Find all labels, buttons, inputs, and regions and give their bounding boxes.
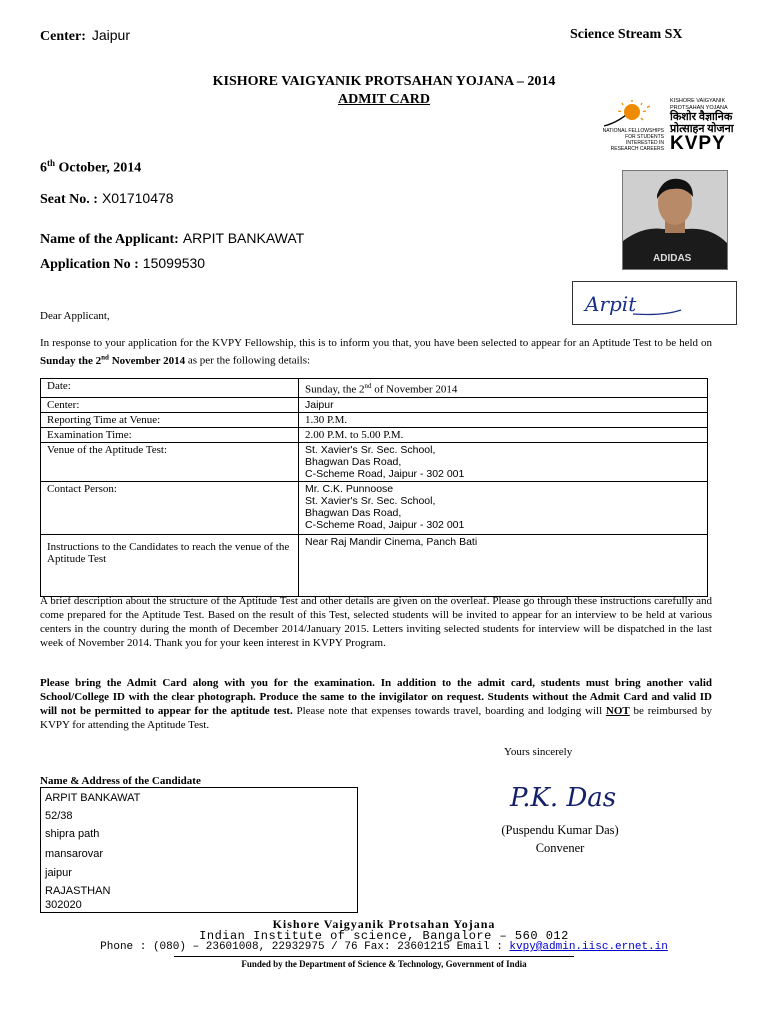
contact-line: Mr. C.K. Punnoose xyxy=(305,482,394,495)
intro-bold-1: Sunday the 2 xyxy=(40,354,102,367)
date-label: Date: xyxy=(41,379,299,398)
logo-tagline: NATIONAL FELLOWSHIPS FOR STUDENTS INTERESTED IN RESEARCH CAREERS xyxy=(602,128,664,152)
table-row xyxy=(41,534,708,596)
seat-value: X01710478 xyxy=(101,190,174,206)
venue-line: Bhagwan Das Road, xyxy=(305,455,402,468)
salutation: Dear Applicant, xyxy=(40,310,110,322)
table-row xyxy=(41,427,708,442)
venue-value xyxy=(299,442,708,481)
kvpy-logo xyxy=(598,96,738,156)
footer-divider xyxy=(174,956,574,957)
date-value-post: of November 2014 xyxy=(371,383,458,396)
logo-acronym: KVPY xyxy=(670,133,726,154)
address-heading: Name & Address of the Candidate xyxy=(40,775,201,787)
closing-yours: Yours sincerely xyxy=(504,746,573,758)
contact-value xyxy=(299,481,708,534)
footer-contact-text: Phone : (080) – 23601008, 22932975 / 76 Fax: 23601215 Email : xyxy=(100,941,510,953)
exam-details-table xyxy=(40,378,708,597)
seat-number xyxy=(40,190,174,208)
center-line xyxy=(40,27,130,45)
applicant-photo xyxy=(622,170,728,270)
address-line: RAJASTHAN xyxy=(45,885,111,897)
address-line: mansarovar xyxy=(45,848,104,860)
logo-hindi-name: किशोर वैज्ञानिक प्रोत्साहन योजना xyxy=(670,111,734,135)
center-row-label: Center: xyxy=(41,397,299,412)
table-row xyxy=(41,481,708,534)
footer-org: Kishore Vaigyanik Protsahan Yojana xyxy=(272,917,496,931)
address-line: jaipur xyxy=(45,867,72,879)
application-number xyxy=(40,255,205,273)
bring-bold-text: Please bring the Admit Card along with you for the examination. In addition to the admit card, students must bring another valid School/College ID with the clear photograph. Produce the same to the invigilator on request. Students without the Admit Card and valid ID will not be permitted to appear for the aptitude test. xyxy=(40,677,712,717)
reporting-value: 1.30 P.M. xyxy=(299,412,708,427)
contact-line: C-Scheme Road, Jaipur - 302 001 xyxy=(305,518,465,531)
address-line: 302020 xyxy=(45,899,82,911)
intro-sup: nd xyxy=(101,353,109,361)
appno-value: 15099530 xyxy=(142,255,206,271)
contact-line: Bhagwan Das Road, xyxy=(305,506,402,519)
contact-label: Contact Person: xyxy=(41,481,299,534)
name-label: Name of the Applicant: xyxy=(40,232,179,247)
bring-normal-text: Please note that expenses towards travel, boarding and lodging will xyxy=(292,705,606,717)
venue-label: Venue of the Aptitude Test: xyxy=(41,442,299,481)
footer-email-link[interactable]: kvpy@admin.iisc.ernet.in xyxy=(509,941,668,953)
applicant-name xyxy=(40,230,304,248)
letter-date xyxy=(40,158,141,177)
address-line: ARPIT BANKAWAT xyxy=(45,792,141,804)
address-box xyxy=(40,787,358,913)
table-row xyxy=(41,379,708,398)
footer-contact xyxy=(0,941,768,953)
brief-paragraph: A brief description about the structure of the Aptitude Test and other details are given on the overleaf. Please go through these instructions carefully and come prepared for the Aptitude Test. Based on the result of this Test, selected students will be invited to appear for an interview to be held at various centers in the country during the month of December 2014/January 2015. Letters inviting selected students for interview will be dispatched in the last week of November 2014. Thank you for your keen interest in KVPY Program. xyxy=(40,595,712,649)
footer-funded: Funded by the Department of Science & Technology, Government of India xyxy=(241,959,527,969)
date-rest: October, 2014 xyxy=(55,160,142,176)
table-row xyxy=(41,397,708,412)
table-row xyxy=(41,412,708,427)
bring-end-text: be reimbursed by KVPY for attending the Aptitude Test. xyxy=(40,705,712,731)
instructions-label: Instructions to the Candidates to reach the venue of the Aptitude Test xyxy=(41,534,299,596)
venue-line: St. Xavier's Sr. Sec. School, xyxy=(305,443,436,456)
date-value-pre: Sunday, the 2 xyxy=(305,383,365,396)
signatory-designation: Convener xyxy=(535,841,585,855)
reporting-label: Reporting Time at Venue: xyxy=(41,412,299,427)
convener-signature-icon xyxy=(506,776,626,816)
address-line: shipra path xyxy=(45,828,100,840)
name-value: ARPIT BANKAWAT xyxy=(182,230,305,246)
intro-text-2: as per the following details: xyxy=(185,354,311,367)
contact-line: St. Xavier's Sr. Sec. School, xyxy=(305,494,436,507)
footer-address: Indian Institute of science, Bangalore – 560 012 xyxy=(199,929,569,943)
exam-time-value: 2.00 P.M. to 5.00 P.M. xyxy=(299,427,708,442)
date-day: 6 xyxy=(40,160,47,176)
address-line: 52/38 xyxy=(45,810,73,822)
venue-line: C-Scheme Road, Jaipur - 302 001 xyxy=(305,467,465,480)
sun-logo-icon xyxy=(600,100,658,128)
bring-not-text: NOT xyxy=(605,705,630,717)
stream-label: Science Stream SX xyxy=(570,27,683,42)
page-title: KISHORE VAIGYANIK PROTSAHAN YOJANA – 2014 xyxy=(212,74,556,89)
intro-paragraph xyxy=(40,336,712,368)
center-label: Center: xyxy=(40,29,86,44)
applicant-signature-icon xyxy=(573,282,738,326)
date-value-sup: nd xyxy=(364,382,372,390)
appno-label: Application No : xyxy=(40,257,139,272)
center-row-value: Jaipur xyxy=(299,397,708,412)
portrait-icon xyxy=(623,171,727,269)
date-value xyxy=(299,379,708,398)
page-subtitle: ADMIT CARD xyxy=(338,92,430,107)
center-value: Jaipur xyxy=(91,27,131,43)
date-suffix: th xyxy=(47,158,56,168)
svg-text:ADIDAS: ADIDAS xyxy=(653,253,692,264)
intro-text-1: In response to your application for the KVPY Fellowship, this is to inform you that, you have been selected to appear for an Aptitude Test to be held on xyxy=(40,337,712,349)
applicant-signature-box xyxy=(572,281,737,325)
seat-label: Seat No. : xyxy=(40,192,98,207)
table-row xyxy=(41,442,708,481)
applicant-signature-text: Arpit xyxy=(585,292,637,316)
intro-bold-2: November 2014 xyxy=(108,354,186,367)
signatory-name: (Puspendu Kumar Das) xyxy=(501,823,619,837)
instructions-paragraph xyxy=(40,676,712,732)
instructions-value: Near Raj Mandir Cinema, Panch Bati xyxy=(299,534,708,596)
exam-time-label: Examination Time: xyxy=(41,427,299,442)
convener-signature-text: P.K. Das xyxy=(510,783,617,813)
logo-english-name: KISHORE VAIGYANIK PROTSAHAN YOJANA xyxy=(670,98,728,111)
